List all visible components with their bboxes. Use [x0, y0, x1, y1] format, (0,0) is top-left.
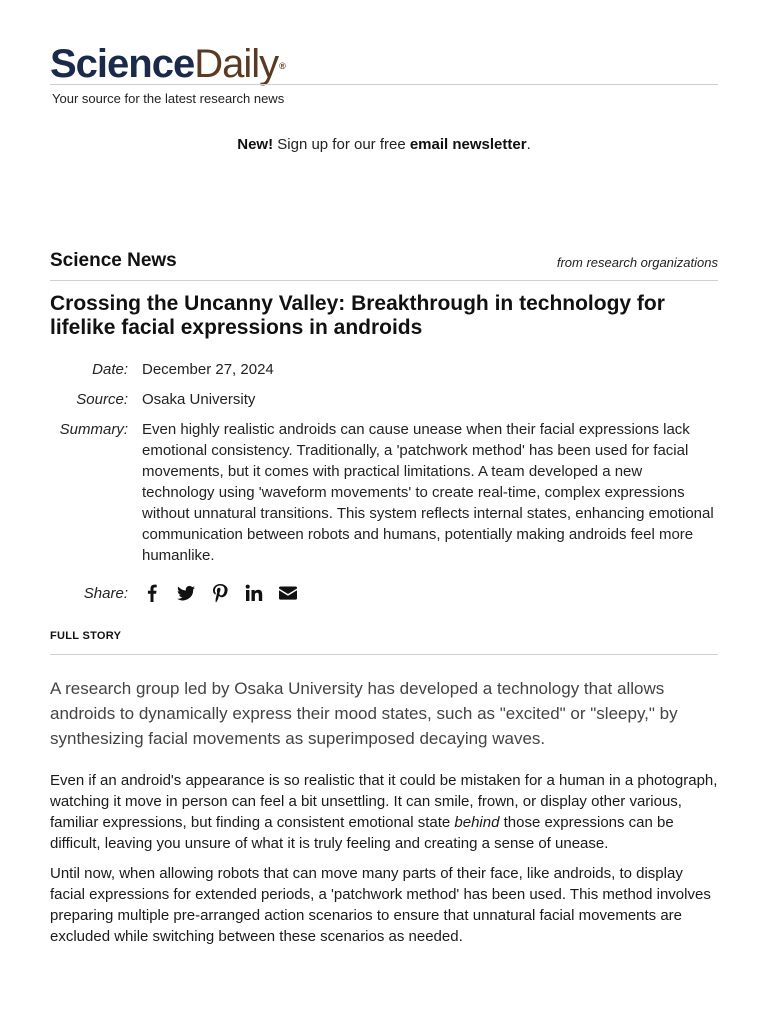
tagline: Your source for the latest research news	[52, 91, 285, 106]
section-header	[50, 250, 718, 281]
source-value: Osaka University	[142, 391, 256, 408]
twitter-icon[interactable]	[176, 583, 196, 603]
date-label: Date:	[92, 361, 128, 378]
promo-text: Sign up for our free	[273, 136, 410, 153]
article-headline: Crossing the Uncanny Valley: Breakthrough in technology for lifelike facial expressions in androids	[50, 292, 665, 339]
date-value: December 27, 2024	[142, 361, 274, 378]
email-icon[interactable]	[278, 583, 298, 603]
section-source-note: from research organizations	[556, 255, 718, 270]
paragraph-text: those expressions can be difficult, leaving you unsure of what it is truly feeling and creating a sense of unease.	[50, 814, 674, 852]
paragraph-text: Even if an android's appearance is so realistic that it could be mistaken for a human in a photograph, watching it move in person can feel a bit unsettling. It can smile, frown, or display other various, familiar expressions, but finding a consistent emotional state	[50, 772, 718, 831]
summary-label: Summary:	[59, 421, 128, 438]
promo-new-label: New!	[237, 136, 274, 153]
logo-daily: Daily	[194, 42, 279, 86]
facebook-icon[interactable]	[142, 583, 162, 603]
sciencedaily-logo[interactable]	[50, 42, 285, 86]
article-lead: A research group led by Osaka University has developed a technology that allows androids to dynamically express their mood states, such as "excited" or "sleepy," by synthesizing facial movements as superimposed decaying waves.	[50, 679, 678, 748]
header-divider	[50, 84, 718, 85]
share-label: Share:	[83, 585, 128, 602]
section-title[interactable]: Science News	[50, 250, 177, 271]
registered-mark: ®	[279, 61, 285, 71]
logo-science: Science	[50, 42, 195, 86]
promo-period: .	[526, 136, 531, 153]
source-label: Source:	[76, 391, 128, 408]
paragraph-emphasis: behind	[454, 814, 500, 831]
article-paragraph: Until now, when allowing robots that can move many parts of their face, like androids, to display facial expressions for extended periods, a 'patchwork method' has been used. This method involves preparing multiple pre-arranged action scenarios to ensure that unnatural facial movements are excluded while switching between these scenarios as needed.	[50, 865, 711, 945]
pinterest-icon[interactable]	[210, 583, 230, 603]
linkedin-icon[interactable]	[244, 583, 264, 603]
newsletter-promo	[50, 136, 718, 153]
full-story-heading: FULL STORY	[50, 630, 718, 655]
share-icons	[142, 583, 298, 603]
summary-text: Even highly realistic androids can cause unease when their facial expressions lack emotional consistency. Traditionally, a 'patchwork method' has been used for facial movements, but it comes with practical limitations. A team developed a new technology using 'waveform movements' to create real-time, complex expressions without unnatural transitions. This system reflects internal states, enhancing emotional communication between robots and humans, potentially making androids feel more humanlike.	[142, 421, 714, 564]
article-paragraph	[50, 770, 718, 854]
newsletter-link[interactable]: email newsletter	[409, 136, 527, 153]
